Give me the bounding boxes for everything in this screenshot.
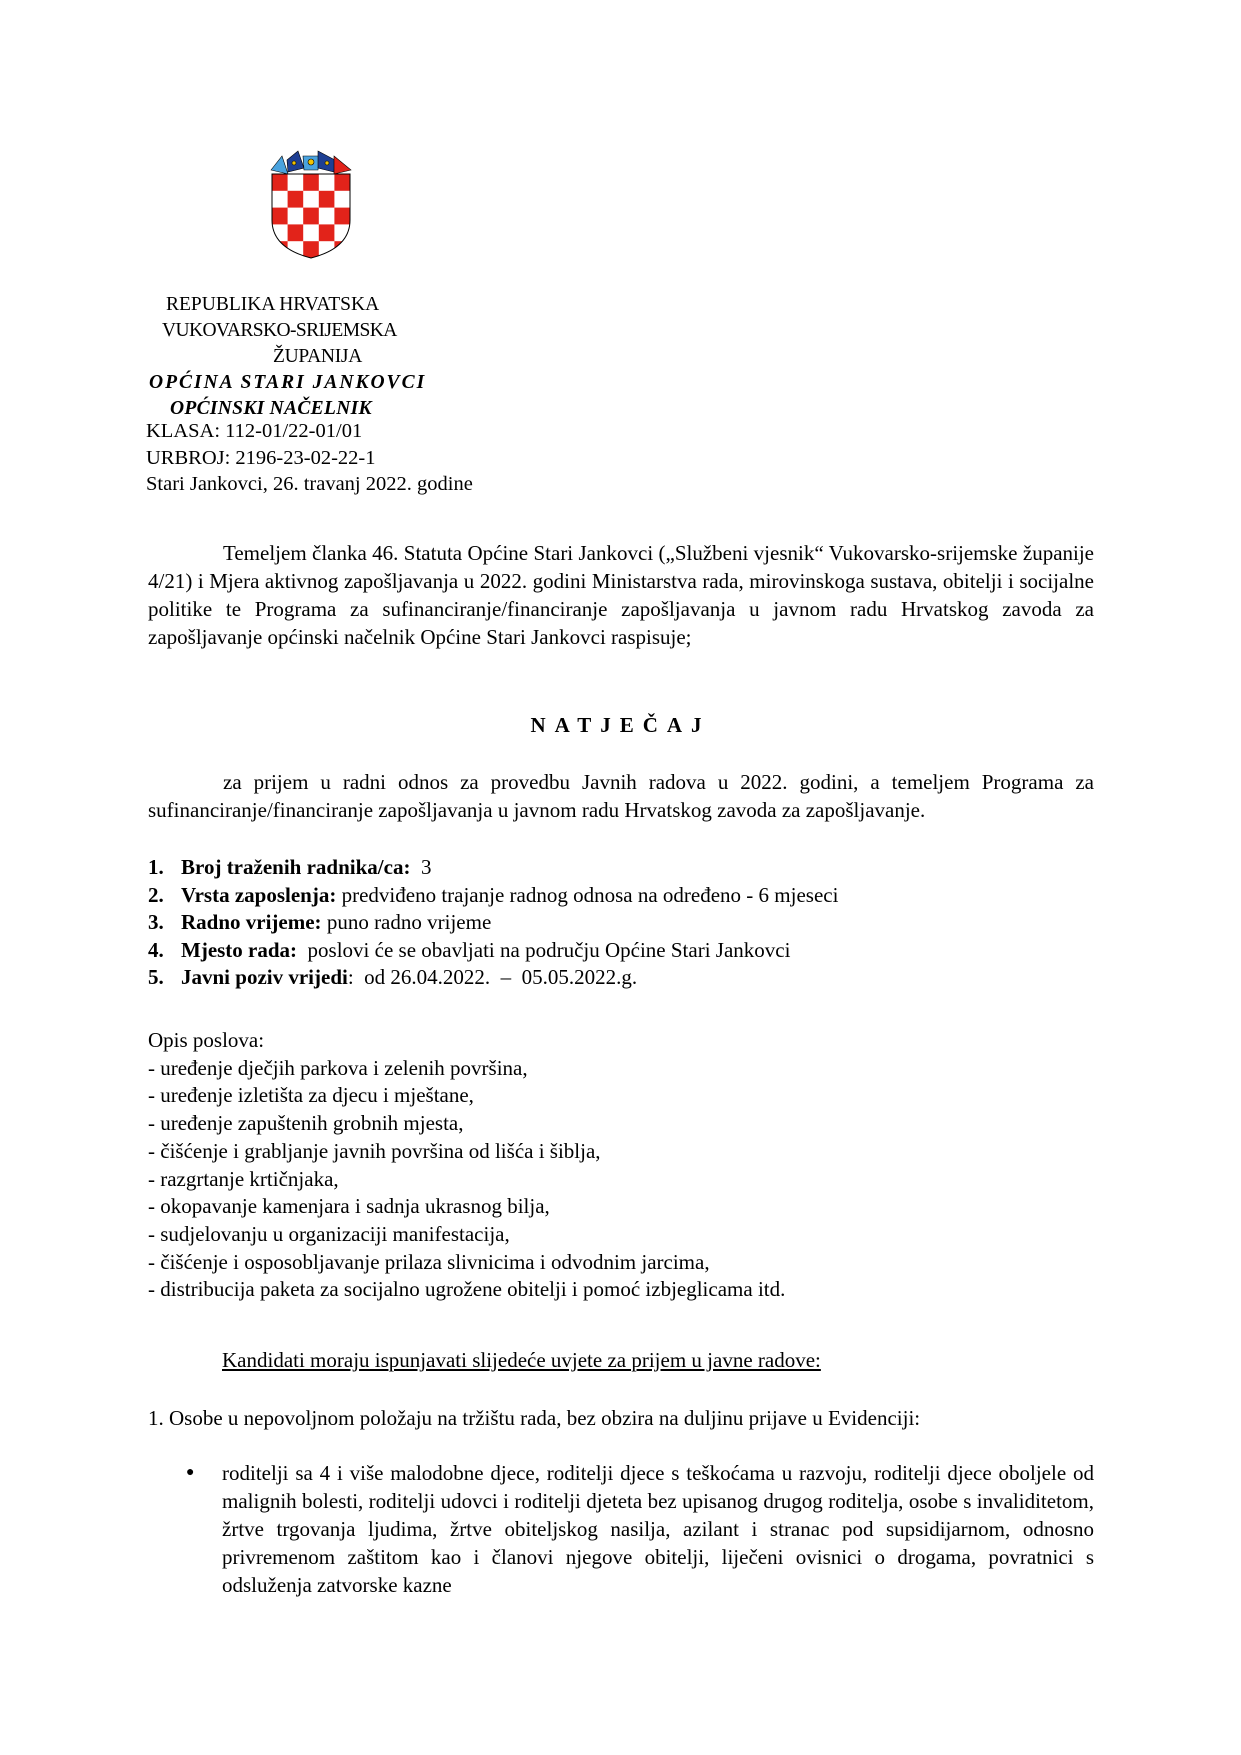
item-value: predviđeno trajanje radnog odnosa na određeno - 6 mjeseci: [341, 882, 839, 907]
item-value: 3: [420, 855, 432, 879]
header-municipality: OPĆINA STARI JANKOVCI: [149, 372, 427, 393]
item-label: Vrsta zaposlenja:: [181, 882, 337, 907]
list-item: - distribucija paketa za socijalno ugrožene obitelji i pomoć izbjeglicama itd.: [148, 1277, 786, 1302]
job-details-list: [148, 854, 838, 992]
list-item: 2. Vrsta zaposlenja: predviđeno trajanje radnog odnosa na određeno - 6 mjeseci: [148, 882, 838, 910]
list-item: - uređenje izletišta za djecu i mještane,: [148, 1083, 474, 1108]
place-date-line: Stari Jankovci, 26. travanj 2022. godine: [146, 473, 473, 495]
document-header: [146, 292, 486, 422]
candidates-heading: Kandidati moraju ispunjavati slijedeće uvjete za prijem u javne radove:: [222, 1348, 821, 1372]
item-label: Radno vrijeme:: [181, 910, 322, 934]
condition-heading: 1. Osobe u nepovoljnom položaju na tržištu rada, bez obzira na duljinu prijave u Evidenciji:: [148, 1406, 921, 1430]
header-republic: REPUBLIKA HRVATSKA: [166, 294, 380, 315]
item-label: Javni poziv vrijedi: [181, 965, 348, 989]
list-item: 5. Javni poziv vrijedi : od 26.04.2022. – 05.05.2022.g.: [148, 964, 838, 992]
item-label: Mjesto rada:: [181, 937, 298, 962]
list-item: 1. Broj traženih radnika/ca: 3: [148, 854, 838, 882]
list-item: 4. Mjesto rada: poslovi će se obavljati na području Općine Stari Jankovci: [148, 937, 838, 965]
list-item: - razgrtanje krtičnjaka,: [148, 1166, 339, 1191]
list-item: - čišćenje i grabljanje javnih površina od lišća i šiblja,: [148, 1138, 601, 1163]
subtitle-paragraph: za prijem u radni odnos za provedbu Javnih radova u 2022. godini, a temeljem Programa za sufinanciranje/financiranje zapošljavanja u javnom radu Hrvatskog zavoda za zapošljavanje.: [148, 770, 1094, 822]
list-item: - sudjelovanju u organizaciji manifestacija,: [148, 1221, 510, 1246]
list-item: 3. Radno vrijeme: puno radno vrijeme: [148, 909, 838, 937]
klasa-line: KLASA: 112-01/22-01/01: [146, 420, 363, 442]
header-office: OPĆINSKI NAČELNIK: [170, 398, 372, 419]
intro-paragraph: Temeljem članka 46. Statuta Općine Stari Jankovci („Službeni vjesnik“ Vukovarsko-srijemske županije 4/21) i Mjera aktivnog zapošljavanja u 2022. godini Ministarstva rada, mirovinskoga sustava, obitelji i socijalne politike te Programa za sufinanciranje/financiranje zapošljavanja u javnom radu Hrvatskog zavoda za zapošljavanje općinski načelnik Općine Stari Jankovci raspisuje;: [148, 541, 1094, 649]
item-value: puno radno vrijeme: [326, 910, 492, 934]
coat-of-arms-emblem: [268, 150, 354, 260]
urbroj-line: URBROJ: 2196-23-02-22-1: [146, 446, 376, 469]
list-item: - uređenje zapuštenih grobnih mjesta,: [148, 1111, 464, 1136]
list-item: - okopavanje kamenjara i sadnja ukrasnog bilja,: [148, 1194, 550, 1219]
header-county: VUKOVARSKO-SRIJEMSKA: [162, 320, 397, 341]
document-title: NATJEČAJ: [530, 713, 711, 737]
job-description: [148, 1027, 785, 1304]
item-label: Broj traženih radnika/ca:: [181, 855, 411, 879]
list-item: - čišćenje i osposobljavanje prilaza slivnicima i odvodnim jarcima,: [148, 1249, 710, 1274]
list-item: - uređenje dječjih parkova i zelenih površina,: [148, 1055, 528, 1080]
document-meta: [146, 418, 473, 498]
bullet-icon: ●: [186, 1465, 195, 1480]
bullet-list-item: [186, 1459, 1094, 1599]
header-county-suffix: ŽUPANIJA: [273, 346, 362, 367]
item-value: poslovi će se obavljati na području Općine Stari Jankovci: [307, 937, 791, 962]
job-description-heading: Opis poslova:: [148, 1028, 265, 1052]
item-value: : od 26.04.2022. – 05.05.2022.g.: [347, 965, 638, 989]
bullet-text: roditelji sa 4 i više malodobne djece, roditelji djece s teškoćama u razvoju, roditelji djece oboljele od malignih bolesti, roditelji udovci i roditelji djeteta bez upisanog drugog roditelja, osobe s invaliditetom, žrtve trgovanja ljudima, žrtve obiteljskog nasilja, azilant i stranac pod supsidijarnom, odnosno privremenom zaštitom kao i članovi njegove obitelji, liječeni ovisnici o drogama, povratnici s odsluženja zatvorske kazne: [222, 1461, 1094, 1597]
